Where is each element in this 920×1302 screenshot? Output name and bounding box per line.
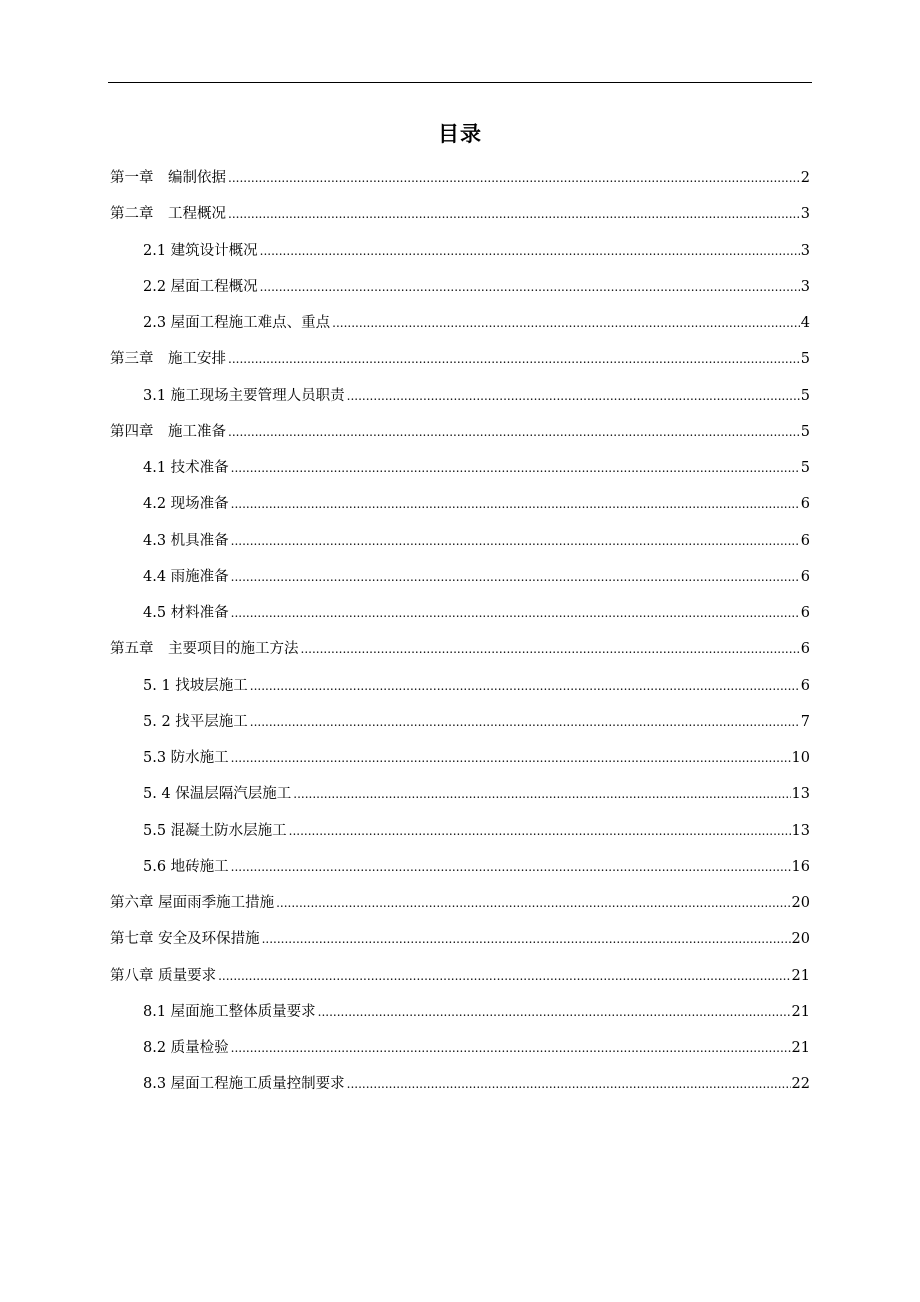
toc-dot-leader [228,160,800,196]
toc-dot-leader [347,1066,791,1102]
toc-entry[interactable] [110,921,810,957]
toc-entry[interactable] [110,414,810,450]
toc-entry-label: 8.3 屋面工程施工质量控制要求 [143,1076,345,1093]
toc-entry-label: 第二章 工程概况 [110,206,226,223]
toc-dot-leader [262,921,791,957]
toc-dot-leader [293,776,790,812]
toc-page-number: 22 [791,1076,810,1093]
toc-entry[interactable] [110,160,810,196]
toc-entry[interactable] [110,1066,810,1102]
toc-dot-leader [231,595,800,631]
toc-page-number: 10 [791,750,810,766]
toc-entry[interactable] [110,668,810,704]
toc-entry[interactable] [110,559,810,595]
toc-entry[interactable] [110,813,810,849]
toc-entry[interactable] [110,885,810,921]
toc-entry-label: 第一章 编制依据 [110,170,226,186]
toc-entry[interactable] [110,233,810,269]
toc-page-number: 21 [791,967,810,984]
toc-entry[interactable] [110,740,810,776]
toc-dot-leader [218,958,790,994]
toc-entry-label: 5.5 混凝土防水层施工 [143,822,287,839]
toc-page-number: 6 [800,641,810,658]
toc-page-number: 6 [800,568,810,585]
toc-dot-leader [332,305,800,341]
toc-entry[interactable] [110,523,810,559]
toc-entry[interactable] [110,704,810,740]
header-rule [108,82,812,83]
toc-page-number: 16 [791,858,810,875]
toc-entry-label: 第三章 施工安排 [110,351,226,368]
toc-entry-label: 5. 2 找平层施工 [143,713,248,730]
toc-dot-leader [231,1030,791,1066]
toc-page-number: 6 [800,677,810,694]
toc-entry-label: 2.2 屋面工程概况 [143,278,258,295]
toc-page-number: 3 [800,242,810,259]
table-of-contents [110,160,810,1103]
toc-page-number: 21 [791,1003,810,1020]
toc-entry[interactable] [110,631,810,667]
toc-entry-label: 3.1 施工现场主要管理人员职责 [143,387,345,404]
toc-page-number: 5 [800,423,810,440]
toc-dot-leader [231,486,800,522]
toc-page-number: 13 [791,822,810,839]
toc-entry-label: 2.1 建筑设计概况 [143,242,258,259]
toc-entry-label: 4.4 雨施准备 [143,568,229,585]
toc-entry[interactable] [110,269,810,305]
toc-dot-leader [231,523,800,559]
toc-dot-leader [228,341,800,377]
toc-entry[interactable] [110,196,810,232]
toc-entry-label: 第四章 施工准备 [110,423,226,440]
toc-dot-leader [231,450,800,486]
toc-entry-label: 5. 4 保温层隔汽层施工 [143,786,292,803]
toc-dot-leader [250,668,800,704]
toc-entry-label: 4.2 现场准备 [143,496,229,513]
toc-entry[interactable] [110,450,810,486]
toc-entry[interactable] [110,994,810,1030]
toc-entry-label: 4.5 材料准备 [143,605,229,621]
toc-page-number: 6 [800,532,810,549]
toc-entry-label: 5.3 防水施工 [143,750,229,766]
toc-entry-label: 5. 1 找坡层施工 [143,677,248,694]
toc-entry-label: 4.3 机具准备 [143,532,229,549]
toc-page-number: 5 [800,387,810,404]
toc-page-number: 6 [800,496,810,513]
toc-dot-leader [289,813,791,849]
toc-entry[interactable] [110,305,810,341]
toc-dot-leader [231,559,800,595]
toc-dot-leader [318,994,791,1030]
toc-page-number: 2 [800,170,810,186]
toc-entry-label: 第五章 主要项目的施工方法 [110,641,299,658]
toc-page-number: 5 [800,460,810,476]
toc-page-number: 21 [791,1040,810,1056]
toc-dot-leader [260,233,800,269]
toc-entry-label: 5.6 地砖施工 [143,858,229,875]
toc-entry[interactable] [110,776,810,812]
toc-dot-leader [231,849,791,885]
toc-entry-label: 8.2 质量检验 [143,1040,229,1056]
toc-page-number: 4 [800,315,810,331]
toc-page-number: 3 [800,206,810,223]
toc-entry[interactable] [110,1030,810,1066]
toc-entry[interactable] [110,378,810,414]
toc-dot-leader [347,378,800,414]
toc-dot-leader [301,631,800,667]
toc-dot-leader [276,885,790,921]
toc-dot-leader [228,414,800,450]
toc-dot-leader [228,196,800,232]
toc-dot-leader [250,704,800,740]
toc-entry[interactable] [110,849,810,885]
toc-entry-label: 4.1 技术准备 [143,460,229,476]
toc-entry[interactable] [110,958,810,994]
toc-entry[interactable] [110,341,810,377]
toc-entry[interactable] [110,595,810,631]
toc-page-number: 20 [791,895,810,911]
toc-page-number: 5 [800,351,810,368]
toc-page-number: 6 [800,605,810,621]
toc-entry-label: 第七章 安全及环保措施 [110,931,260,948]
toc-page-number: 3 [800,278,810,295]
toc-page-number: 20 [791,931,810,948]
toc-entry-label: 8.1 屋面施工整体质量要求 [143,1003,316,1020]
toc-entry-label: 第六章 屋面雨季施工措施 [110,895,275,911]
toc-page-number: 13 [791,786,810,803]
toc-title: 目录 [438,122,482,146]
toc-entry-label: 2.3 屋面工程施工难点、重点 [143,315,331,331]
toc-page-number: 7 [800,713,810,730]
toc-entry[interactable] [110,486,810,522]
toc-entry-label: 第八章 质量要求 [110,967,217,984]
toc-dot-leader [260,269,800,305]
toc-dot-leader [231,740,791,776]
